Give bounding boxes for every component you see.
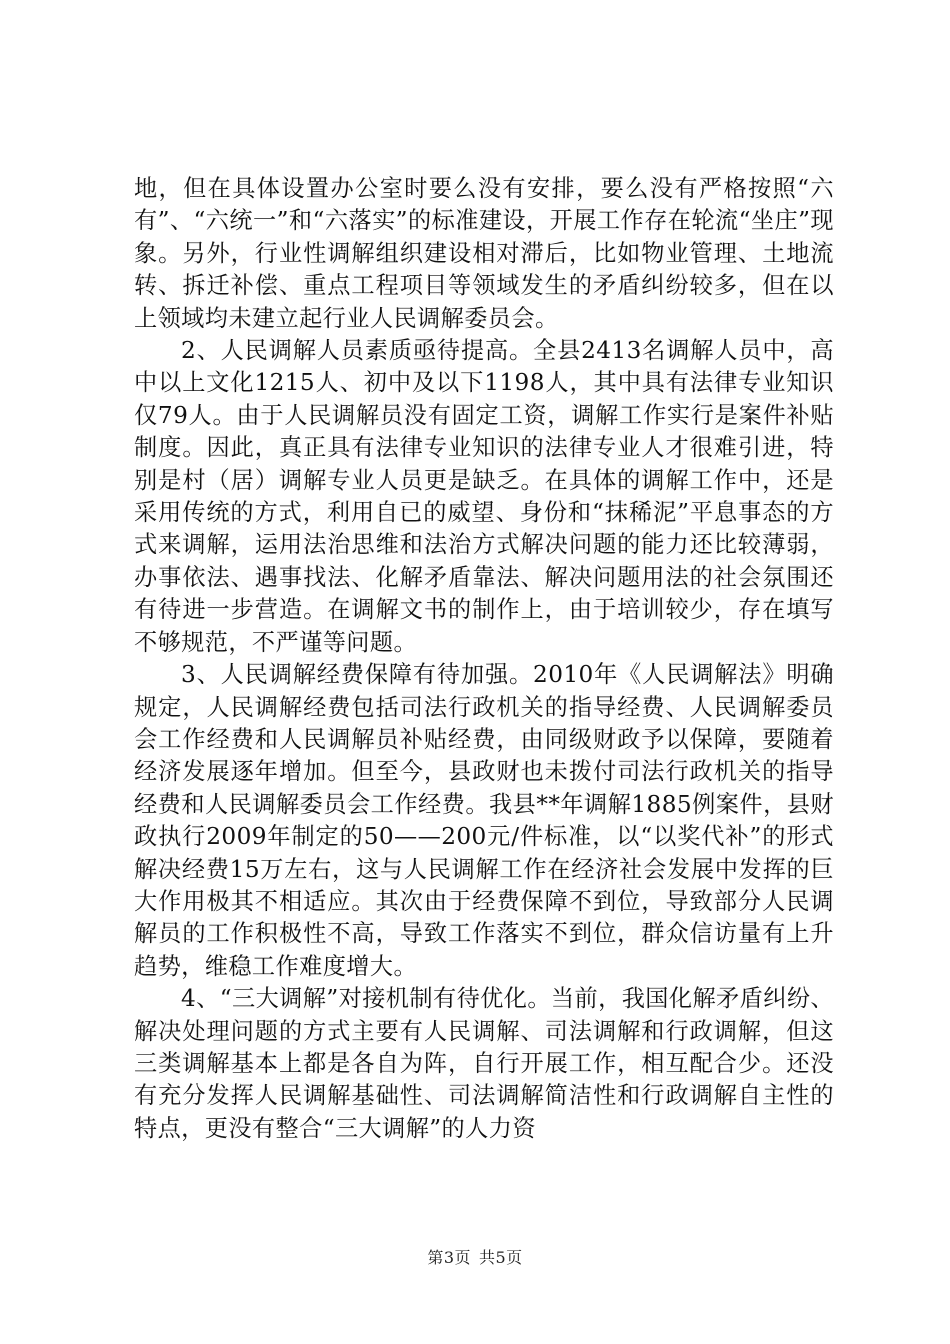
paragraph-staff-quality: 2、人民调解人员素质亟待提高。全县2413名调解人员中，高中以上文化1215人、初中及以下1198人，其中具有法律专业知识仅79人。由于人民调解员没有固定工资，调解工作实行是案件补贴制度。因此，真正具有法律专业知识的法律专业人才很难引进，特别是村（居）调解专业人员更是缺乏。在具体的调解工作中，还是采用传统的方式，利用自已的威望、身份和“抹稀泥”平息事态的方式来调解，运用法治思维和法治方式解决问题的能力还比较薄弱，办事依法、遇事找法、化解矛盾靠法、解决问题用法的社会氛围还有待进一步营造。在调解文书的制作上，由于培训较少，存在填写不够规范，不严谨等问题。	[134, 337, 834, 656]
page-number-current: 第3页	[427, 1248, 471, 1267]
page-number-total: 共5页	[479, 1248, 523, 1267]
page-footer	[0, 1245, 950, 1268]
paragraph-mechanism: 4、“三大调解”对接机制有待优化。当前，我国化解矛盾纠纷、解决处理问题的方式主要有人民调解、司法调解和行政调解，但这三类调解基本上都是各自为阵，自行开展工作，相互配合少。还没有充分发挥人民调解基础性、司法调解简洁性和行政调解自主性的特点，更没有整合“三大调解”的人力资	[134, 985, 834, 1142]
paragraph-funding: 3、人民调解经费保障有待加强。2010年《人民调解法》明确规定，人民调解经费包括司法行政机关的指导经费、人民调解委员会工作经费和人民调解员补贴经费，由同级财政予以保障，要随着经济发展逐年增加。但至今，县政财也未拨付司法行政机关的指导经费和人民调解委员会工作经费。我县**年调解1885例案件，县财政执行2009年制定的50——200元/件标准，以“以奖代补”的形式解决经费15万左右，这与人民调解工作在经济社会发展中发挥的巨大作用极其不相适应。其次由于经费保障不到位，导致部分人民调解员的工作积极性不高，导致工作落实不到位，群众信访量有上升趋势，维稳工作难度增大。	[134, 661, 834, 980]
document-body	[134, 173, 834, 1145]
paragraph-continuation: 地，但在具体设置办公室时要么没有安排，要么没有严格按照“六有”、“六统一”和“六落实”的标准建设，开展工作存在轮流“坐庄”现象。另外，行业性调解组织建设相对滞后，比如物业管理、土地流转、拆迁补偿、重点工程项目等领域发生的矛盾纠纷较多，但在以上领域均未建立起行业人民调解委员会。	[134, 175, 834, 332]
